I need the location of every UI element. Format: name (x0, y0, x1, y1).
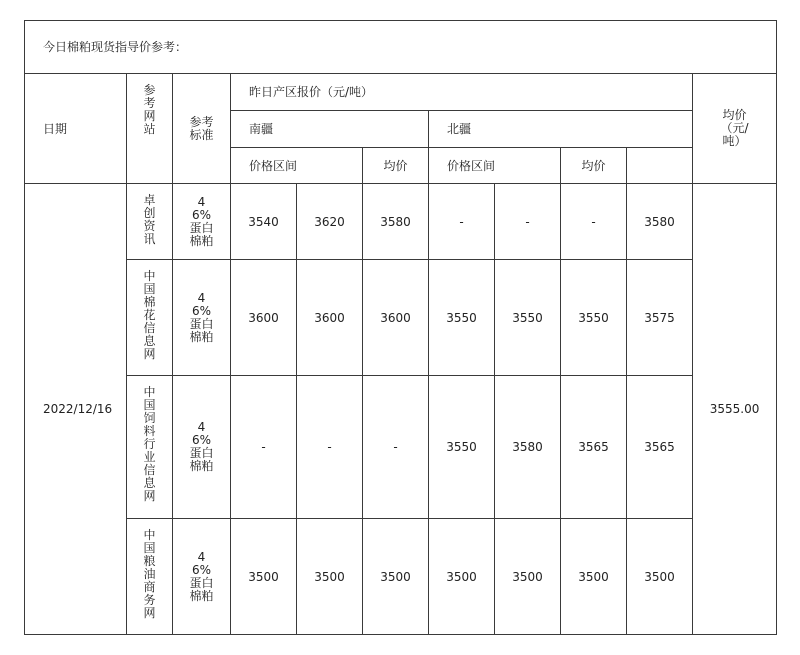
north-high-cell: 3500 (495, 519, 561, 635)
south-high-cell: 3600 (297, 260, 363, 376)
standard-cell: 46%蛋白棉粕 (173, 260, 231, 376)
header-north-range: 价格区间 (429, 148, 561, 184)
header-south-range: 价格区间 (231, 148, 363, 184)
table-title: 今日棉粕现货指导价参考： (25, 21, 777, 74)
avg-cell: 3565 (627, 376, 693, 519)
site-cell: 中国粮油商务网 (127, 519, 173, 635)
north-high-cell: - (495, 184, 561, 260)
north-low-cell: 3550 (429, 260, 495, 376)
north-high-cell: 3550 (495, 260, 561, 376)
south-low-cell: 3540 (231, 184, 297, 260)
north-avg-cell: - (561, 184, 627, 260)
north-low-cell: 3500 (429, 519, 495, 635)
header-south-avg: 均价 (363, 148, 429, 184)
price-table (24, 20, 777, 635)
south-avg-cell: - (363, 376, 429, 519)
north-high-cell: 3580 (495, 376, 561, 519)
north-avg-cell: 3500 (561, 519, 627, 635)
south-avg-cell: 3580 (363, 184, 429, 260)
north-low-cell: - (429, 184, 495, 260)
header-south: 南疆 (231, 111, 429, 148)
avg-cell: 3500 (627, 519, 693, 635)
south-low-cell: 3600 (231, 260, 297, 376)
header-yesterday-quote: 昨日产区报价（元/吨） (231, 74, 693, 111)
site-cell: 中国饲料行业信息网 (127, 376, 173, 519)
header-standard: 参考标准 (173, 74, 231, 184)
header-date: 日期 (25, 74, 127, 184)
header-site: 参考网站 (127, 74, 173, 184)
site-cell: 卓创资讯 (127, 184, 173, 260)
north-low-cell: 3550 (429, 376, 495, 519)
standard-cell: 46%蛋白棉粕 (173, 184, 231, 260)
standard-cell: 46%蛋白棉粕 (173, 519, 231, 635)
header-north-avg: 均价 (561, 148, 627, 184)
south-high-cell: - (297, 376, 363, 519)
avg-cell: 3580 (627, 184, 693, 260)
south-low-cell: 3500 (231, 519, 297, 635)
north-avg-cell: 3565 (561, 376, 627, 519)
south-high-cell: 3620 (297, 184, 363, 260)
south-avg-cell: 3600 (363, 260, 429, 376)
south-low-cell: - (231, 376, 297, 519)
north-avg-cell: 3550 (561, 260, 627, 376)
header-north: 北疆 (429, 111, 693, 148)
south-avg-cell: 3500 (363, 519, 429, 635)
site-cell: 中国棉花信息网 (127, 260, 173, 376)
south-high-cell: 3500 (297, 519, 363, 635)
header-avg: 均价（元/吨） (693, 74, 777, 184)
standard-cell: 46%蛋白棉粕 (173, 376, 231, 519)
avg-cell: 3575 (627, 260, 693, 376)
date-cell: 2022/12/16 (25, 184, 127, 635)
today-price-cell: 3555.00 (693, 184, 777, 635)
